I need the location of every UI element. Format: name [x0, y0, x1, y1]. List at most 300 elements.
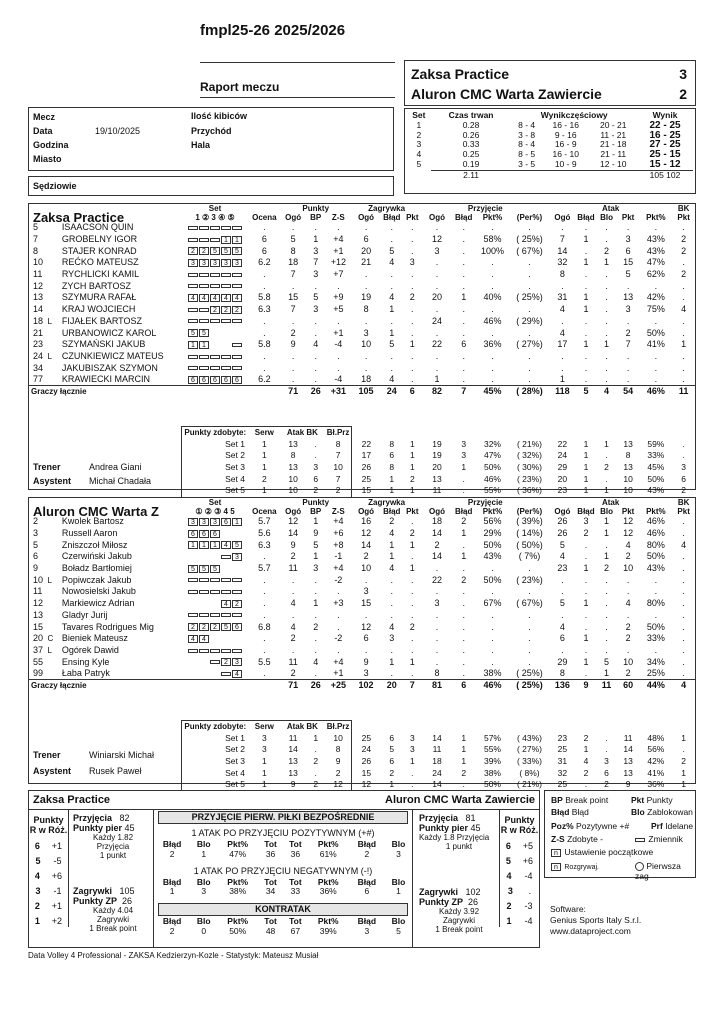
set-reception-cell: ( 33%)	[516, 755, 542, 766]
points-cell: +1	[333, 668, 344, 679]
serve-cell: .	[411, 644, 414, 655]
date-value: 19/10/2025	[95, 126, 141, 136]
player-rating: .	[263, 586, 266, 597]
set-attack-cell: 1	[583, 473, 589, 484]
reception-cell: 67%	[483, 598, 502, 609]
attack-cell: 43%	[646, 245, 665, 256]
sets-hdr-serw: Serw	[249, 721, 280, 733]
player-number: 13	[33, 609, 44, 620]
col-header: Błąd	[162, 839, 182, 849]
h-set-nums: 1 ② 3 ④ ⑤	[195, 213, 235, 222]
h-zs: Z-S	[331, 213, 345, 222]
rotation-row	[29, 884, 68, 899]
attack-cell: 1	[604, 257, 610, 268]
set-box: 4	[221, 541, 231, 549]
set-box	[232, 273, 242, 277]
player-set-boxes	[181, 539, 249, 551]
serve-cell: 4	[389, 257, 395, 268]
player-rating: 5.8	[258, 339, 271, 350]
h-blad: Błąd	[455, 507, 473, 516]
player-set-boxes	[181, 656, 249, 668]
player-number: 11	[33, 586, 43, 597]
attack-cell: 23	[557, 563, 568, 574]
h-blad: Błąd	[383, 213, 401, 222]
set-attack-cell: 2	[583, 732, 589, 743]
set-serve-cell: 15	[361, 767, 372, 778]
player-position: L	[47, 316, 52, 326]
set-box	[188, 226, 198, 230]
set-box	[199, 590, 209, 594]
team2-coach: Winiarski Michał	[89, 750, 155, 760]
set-res: 22 - 25	[649, 119, 681, 131]
player-name: SZYMAŃSKI JAKUB	[61, 339, 146, 350]
set-box: 4	[199, 294, 209, 302]
attack-cell: .	[561, 222, 564, 233]
set-box: 1	[199, 541, 209, 549]
player-rating: 6.8	[258, 621, 271, 632]
set-box	[199, 238, 209, 242]
set-box	[210, 366, 220, 370]
left-k2: Przyjęcia	[96, 842, 130, 851]
rotation-diff: -5	[53, 856, 62, 866]
set-res: 15 - 12	[649, 158, 681, 170]
reception-cell: .	[528, 222, 531, 233]
player-row	[29, 551, 695, 563]
attack-cell: .	[584, 315, 588, 326]
h-perc2: Pkt%	[646, 213, 666, 222]
set-serve-cell: 3	[409, 732, 415, 743]
player-name: Popiwczak Jakub	[61, 574, 132, 585]
substitute-icon	[635, 838, 645, 842]
player-set-boxes	[181, 586, 249, 598]
serve-cell: 3	[363, 327, 369, 338]
set-reception-cell: 46%	[483, 473, 501, 484]
points-cell: .	[291, 374, 295, 385]
rotation-row	[500, 854, 539, 869]
set-attack-cell: 1	[583, 461, 589, 472]
reception-cell: .	[528, 621, 531, 632]
set-box: 2	[199, 623, 209, 631]
serve-cell: .	[390, 598, 394, 609]
rotation-diff: +1	[51, 841, 63, 851]
player-number: 23	[33, 339, 44, 350]
attack-cell: 2	[583, 528, 589, 539]
set-serve-cell: 6	[389, 450, 395, 461]
set-time: 0.26	[462, 129, 480, 140]
player-rating: .	[263, 280, 266, 291]
serve-cell: .	[390, 222, 394, 233]
reception-cell: ( 25%)	[516, 668, 543, 679]
player-number: 15	[33, 621, 44, 632]
set-reception-cell: ( 32%)	[516, 450, 542, 461]
value-cell: 2	[169, 925, 175, 936]
col-header: Blo	[391, 839, 406, 849]
set-attack-cell: 50%	[647, 473, 665, 484]
player-number: 8	[33, 245, 39, 256]
player-set-boxes	[181, 633, 249, 645]
set-p1: 3 - 5	[518, 158, 536, 169]
right-z3: 1 Break point	[435, 925, 483, 934]
attack-cell: .	[626, 280, 630, 291]
set-box: 3	[221, 259, 231, 267]
player-row	[29, 563, 695, 575]
serve-cell: .	[411, 315, 414, 326]
points-cell: .	[291, 609, 295, 620]
set-box: 5	[188, 329, 198, 337]
player-name: SZYMURA RAFAŁ	[61, 292, 137, 303]
rotation-diff: +6	[522, 856, 534, 866]
set-attack-cell: 32	[557, 767, 568, 778]
col-header: Błąd	[162, 876, 182, 887]
h-set: Set	[208, 204, 222, 213]
set-serve-cell: 2	[389, 767, 395, 778]
reception-cell: .	[491, 257, 494, 268]
h-przyjecie: Przyjęcie	[467, 204, 503, 213]
player-set-boxes	[181, 551, 249, 563]
attack-cell: .	[605, 586, 608, 597]
set-attack-cell: 36%	[647, 779, 665, 790]
total-reception: 6	[452, 680, 475, 692]
set-box	[210, 238, 220, 242]
player-name: URBANOWICZ KAROL	[61, 327, 157, 338]
legend-poz: Poz%	[551, 821, 574, 831]
points-cell: +4	[333, 656, 344, 667]
set-box: 3	[232, 259, 242, 267]
player-name: Ogórek Dawid	[61, 644, 119, 655]
serve-cell: 2	[409, 292, 415, 303]
set-box: 6	[188, 530, 198, 538]
set-box	[199, 284, 209, 288]
serve-cell: .	[411, 374, 414, 385]
attack-cell: 80%	[646, 598, 665, 609]
player-row	[29, 304, 695, 316]
set-points-cell: 8	[290, 450, 296, 461]
set-reception-cell: 55%	[483, 485, 501, 496]
set-box	[188, 366, 198, 370]
serve-cell: .	[390, 269, 394, 280]
attack-cell: .	[584, 586, 588, 597]
set-points-cell: 7	[325, 473, 352, 485]
col-header: Błąd	[162, 916, 182, 927]
set-attack-cell: 8	[625, 450, 631, 461]
legend-prf: Prf	[651, 821, 663, 831]
player-row	[29, 316, 695, 328]
set-p1: 8 - 4	[518, 119, 536, 130]
player-number: 2	[33, 516, 39, 527]
set-box: 5	[210, 565, 220, 573]
set-points-cell: 1	[261, 779, 267, 790]
player-position	[48, 539, 60, 551]
sets-result-box	[404, 108, 696, 194]
set-label: Set 2	[181, 744, 249, 756]
set-p2: 10 - 9	[554, 158, 577, 169]
points-cell: 5	[313, 292, 319, 303]
col-header: Blo	[196, 876, 211, 887]
reception-cell: 1	[434, 374, 440, 385]
set-box	[210, 590, 220, 594]
set-box: 4	[188, 635, 198, 643]
set-points-cell: 8	[325, 438, 352, 450]
attack-cell: .	[584, 551, 588, 562]
reception-cell: 56%	[483, 516, 502, 527]
reception-cell: .	[462, 656, 465, 667]
player-name: Bieniek Mateusz	[61, 633, 128, 644]
set-box: 4	[188, 294, 198, 302]
total-points: +31	[325, 386, 352, 398]
right-przyjecia-label: Przyjęcia	[419, 813, 459, 823]
set-label: Set 2	[181, 450, 249, 462]
reception-cell: .	[462, 609, 465, 620]
block-cell: .	[682, 516, 685, 527]
right-rotation-panel	[499, 809, 539, 927]
serve-cell: 1	[389, 304, 395, 315]
reception-cell: .	[528, 257, 531, 268]
player-set-boxes	[181, 563, 249, 575]
total-points: 105 102	[637, 170, 693, 180]
set-attack-cell: 29	[557, 461, 568, 472]
player-set-boxes	[181, 222, 249, 234]
total-reception: 81	[422, 680, 453, 692]
serve-cell: 1	[389, 539, 395, 550]
legend-pkt: Pkt	[631, 795, 645, 805]
set-box: 4	[199, 635, 209, 643]
serve-cell: .	[390, 315, 394, 326]
serve-cell: 15	[361, 598, 372, 609]
attack-cell: .	[605, 269, 608, 280]
set-reception-cell: 38%	[483, 767, 501, 778]
attack-cell: .	[654, 609, 658, 620]
title-divider	[200, 62, 395, 63]
right-zagrywki: 102	[465, 887, 481, 897]
spectators-label: Ilość kibiców	[191, 111, 248, 121]
set-attack-cell: 3	[604, 755, 609, 766]
block-cell: .	[682, 350, 685, 361]
attack-cell: 43%	[646, 234, 665, 245]
set-p3: 11 - 21	[600, 129, 627, 140]
left-z1: Każdy 4.04	[92, 906, 134, 915]
legend-n1-text: Ustawienie początkowe	[564, 847, 654, 857]
reception-cell: 2	[434, 539, 440, 550]
set-attack-cell: 10	[623, 473, 633, 484]
left-zagrywki-label: Zagrywki	[73, 886, 113, 896]
set-attack-cell: .	[605, 744, 608, 755]
reception-cell: .	[528, 644, 531, 655]
serve-cell: 1	[409, 656, 415, 667]
player-row	[29, 598, 695, 610]
right-reception-panel	[419, 813, 499, 934]
set-box	[199, 226, 209, 230]
attack-cell: .	[626, 222, 630, 233]
player-rating: 6.2	[258, 374, 271, 385]
attack-cell: .	[605, 280, 608, 291]
set-box: 2	[221, 658, 231, 666]
attack-cell: 1	[604, 516, 610, 527]
set-box	[232, 343, 242, 347]
player-row	[29, 245, 695, 257]
total-attack: 4	[596, 386, 617, 398]
legend-box	[544, 790, 696, 882]
attack-cell: 25%	[646, 668, 665, 679]
player-number: 10	[33, 574, 44, 585]
score-team2: Aluron CMC Warta Zawiercie	[411, 86, 602, 102]
serve-cell: 2	[363, 551, 369, 562]
set-box	[232, 649, 242, 653]
set-box: 3	[188, 518, 198, 526]
h-zagrywka: Zagrywka	[368, 204, 406, 213]
set-attack-cell: 1	[604, 485, 609, 496]
rotation-number: 2	[506, 901, 512, 911]
set-serve-cell: 1	[409, 450, 415, 461]
total-points: 71	[280, 386, 307, 398]
points-cell: 9	[290, 339, 296, 350]
reception-cell: 14	[431, 528, 442, 539]
left-pzp-label: Punkty ZP	[73, 896, 118, 906]
set-box	[188, 355, 198, 359]
center-title: PRZYJĘCIE PIERW. PIŁKI BEZPOŚREDNIE	[158, 811, 408, 824]
reception-cell: 3	[434, 598, 440, 609]
serve-cell: 21	[361, 257, 372, 268]
total-serve: 105	[352, 386, 381, 398]
value-cell: 36	[290, 848, 301, 859]
h-przperc: (Per%)	[516, 213, 543, 222]
player-row	[29, 645, 695, 657]
reception-cell: 3	[434, 245, 440, 256]
points-cell: 2	[290, 327, 296, 338]
reception-cell: 1	[461, 292, 467, 303]
points-cell: .	[291, 315, 295, 326]
player-number: 11	[33, 269, 43, 280]
player-number: 12	[33, 598, 44, 609]
software-company: Genius Sports Italy S.r.l.	[550, 915, 642, 925]
player-number: 20	[33, 633, 44, 644]
set-reception-cell: 55%	[483, 744, 501, 755]
player-rating: 6.2	[258, 257, 271, 268]
attack-cell: 50%	[646, 551, 665, 562]
block-cell: .	[682, 609, 685, 620]
player-row	[29, 280, 695, 292]
serve-cell: 19	[361, 292, 372, 303]
right-k3: 1 punkt	[445, 842, 473, 851]
set-attack-cell: 13	[623, 438, 633, 449]
reception-cell: .	[462, 257, 465, 268]
serve-cell: 5	[389, 245, 395, 256]
set-serve-cell: 26	[361, 755, 372, 766]
attack-cell: 6	[625, 245, 631, 256]
set-box	[221, 319, 231, 323]
reception-cell: .	[462, 327, 465, 338]
attack-cell: .	[605, 374, 608, 385]
team2-stats-box	[28, 497, 696, 790]
h-punkty: Punkty	[302, 498, 330, 507]
serve-cell: 6	[363, 633, 369, 644]
player-row	[29, 269, 695, 281]
points-cell: +3	[333, 598, 344, 609]
attack-cell: .	[584, 621, 588, 632]
value-cell: 48	[265, 925, 276, 936]
attack-cell: .	[626, 574, 630, 585]
set-serve-cell: 6	[389, 732, 395, 743]
set-attack-cell: 22	[557, 438, 568, 449]
set-box: 5	[199, 329, 209, 337]
player-position	[48, 280, 60, 292]
serve-cell: .	[390, 350, 394, 361]
reception-cell: 2	[461, 516, 467, 527]
left-rw-label: R w Róż.	[29, 825, 68, 835]
rotation-diff: .	[528, 886, 532, 896]
player-set-boxes	[181, 245, 249, 257]
set-serve-cell: 25	[361, 732, 372, 743]
set-attack-cell: 20	[557, 473, 568, 484]
player-position: C	[47, 634, 54, 644]
report-divider	[200, 97, 395, 98]
serve-cell: 3	[409, 257, 415, 268]
set-label: Set 1	[181, 438, 249, 450]
col-header: Tot	[289, 916, 302, 927]
set-box	[221, 284, 231, 288]
serve-cell: 1	[409, 539, 415, 550]
right-punkty-label: Punkty	[504, 815, 535, 825]
player-rating: 5.6	[258, 528, 271, 539]
attack-cell: .	[561, 574, 564, 585]
set-reception-cell: 13	[432, 473, 442, 484]
set-block-cell: .	[682, 438, 685, 449]
player-name: REĆKO MATEUSZ	[61, 257, 139, 268]
attack-cell: 29	[557, 656, 568, 667]
points-cell: 11	[288, 656, 298, 667]
block-cell: 4	[681, 304, 687, 315]
player-row	[29, 327, 695, 339]
points-cell: 2	[313, 621, 319, 632]
set-box	[232, 226, 242, 230]
set-reception-cell: ( 8%)	[519, 767, 540, 778]
block-cell: .	[682, 586, 685, 597]
block-cell: .	[682, 280, 685, 291]
points-cell: .	[291, 350, 295, 361]
set-reception-cell: 24	[432, 767, 442, 778]
set-label: Set 5	[181, 485, 249, 497]
sets-hdr-atakbk: Atak BK	[280, 721, 325, 733]
h-atak: Atak	[601, 204, 620, 213]
rotation-number: 1	[34, 916, 40, 926]
player-rating: .	[263, 222, 266, 233]
player-rating: 6	[261, 245, 267, 256]
col-header: Pkt%	[227, 876, 249, 887]
player-name: Boładz Bartłomiej	[61, 563, 132, 574]
set-box: 2	[210, 306, 220, 314]
right-rw-label: R w Róż.	[500, 825, 539, 835]
attack-cell: .	[654, 644, 658, 655]
points-cell: +5	[333, 304, 344, 315]
attack-cell: 43%	[646, 563, 665, 574]
serve-cell: .	[364, 269, 368, 280]
set-box	[232, 319, 242, 323]
points-cell: .	[291, 280, 295, 291]
attack-cell: .	[584, 280, 588, 291]
serve-cell: 4	[389, 528, 395, 539]
reception-cell: .	[435, 586, 439, 597]
points-cell: .	[337, 621, 340, 632]
attack-cell: 1	[604, 339, 610, 350]
attack-cell: 10	[623, 656, 634, 667]
reception-cell: .	[462, 350, 465, 361]
attack-cell: 1	[583, 598, 589, 609]
h-blo: Blo	[600, 507, 613, 516]
value-cell: 6	[364, 886, 370, 897]
set-attack-cell: 1	[604, 438, 609, 449]
set-attack-cell: .	[605, 473, 608, 484]
set-stats-row	[29, 732, 695, 744]
set-set: 4	[416, 149, 422, 160]
